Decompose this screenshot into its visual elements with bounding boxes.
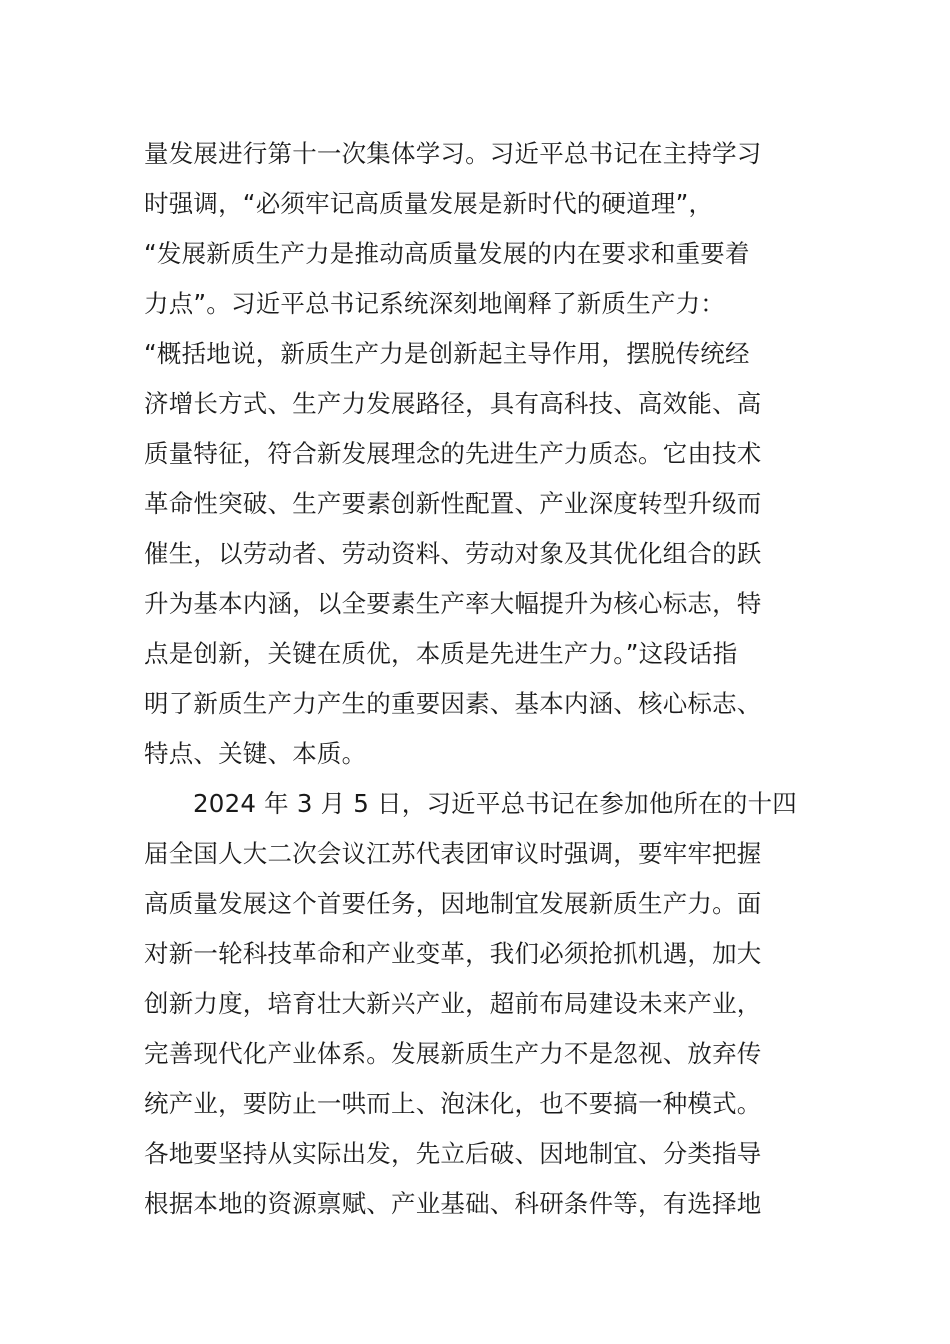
text-line: “发展新质生产力是推动高质量发展的内在要求和重要着 (144, 239, 750, 268)
text-line: 根据本地的资源禀赋、产业基础、科研条件等，有选择地 (144, 1189, 762, 1218)
text-line: 济增长方式、生产力发展路径，具有高科技、高效能、高 (144, 389, 762, 418)
text-line: 革命性突破、生产要素创新性配置、产业深度转型升级而 (144, 489, 762, 518)
text-line: 各地要坚持从实际出发，先立后破、因地制宜、分类指导 (144, 1139, 762, 1168)
text-line: 创新力度，培育壮大新兴产业，超前布局建设未来产业， (144, 989, 762, 1018)
text-line: 力点”。习近平总书记系统深刻地阐释了新质生产力： (144, 289, 725, 318)
text-line: 时强调，“必须牢记高质量发展是新时代的硬道理”， (144, 189, 714, 218)
document-body (144, 129, 814, 1229)
text-line: 完善现代化产业体系。发展新质生产力不是忽视、放弃传 (144, 1039, 762, 1068)
text-line: 催生，以劳动者、劳动资料、劳动对象及其优化组合的跃 (144, 539, 762, 568)
text-line: 统产业，要防止一哄而上、泡沫化，也不要搞一种模式。 (144, 1089, 762, 1118)
text-line: 质量特征，符合新发展理念的先进生产力质态。它由技术 (144, 439, 762, 468)
text-line: 特点、关键、本质。 (144, 739, 367, 768)
text-line: 届全国人大二次会议江苏代表团审议时强调，要牢牢把握 (144, 839, 762, 868)
text-line: 量发展进行第十一次集体学习。习近平总书记在主持学习 (144, 139, 762, 168)
paragraph-1 (144, 129, 814, 779)
text-line: 2024 年 3 月 5 日，习近平总书记在参加他所在的十四 (193, 789, 797, 818)
text-line: 升为基本内涵，以全要素生产率大幅提升为核心标志，特 (144, 589, 762, 618)
text-line: 明了新质生产力产生的重要因素、基本内涵、核心标志、 (144, 689, 762, 718)
text-line: 对新一轮科技革命和产业变革，我们必须抢抓机遇，加大 (144, 939, 762, 968)
text-line: 高质量发展这个首要任务，因地制宜发展新质生产力。面 (144, 889, 762, 918)
paragraph-2 (144, 779, 814, 1229)
text-line: “概括地说，新质生产力是创新起主导作用，摆脱传统经 (144, 339, 750, 368)
text-line: 点是创新，关键在质优，本质是先进生产力。”这段话指 (144, 639, 738, 668)
